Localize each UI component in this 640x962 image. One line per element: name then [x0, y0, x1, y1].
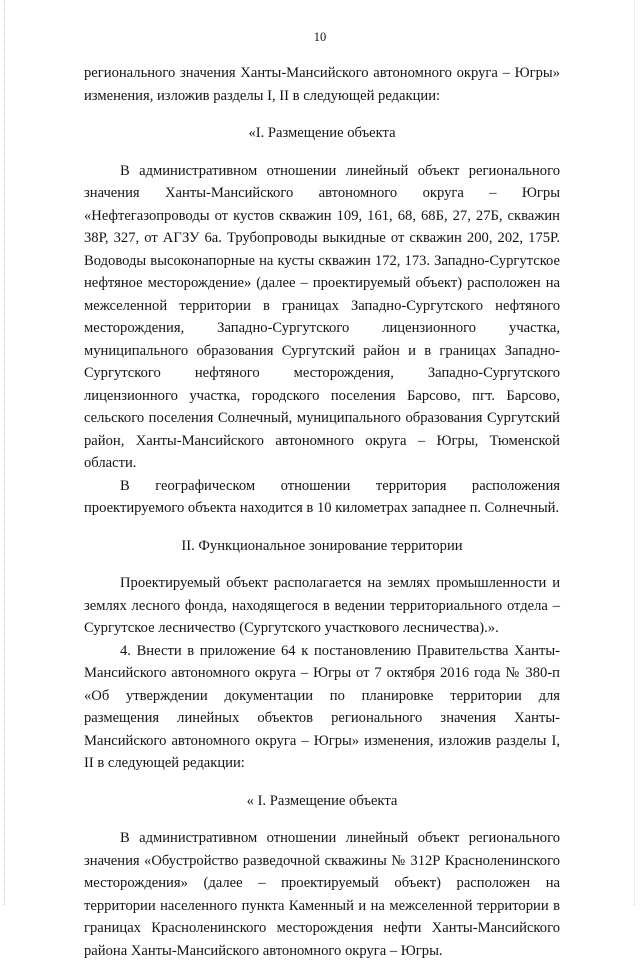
- scan-edge-left: [4, 0, 5, 905]
- section-heading-placement-2: « I. Размещение объекта: [246, 792, 398, 809]
- section-heading-zoning: II. Функциональное зонирование территории: [181, 537, 463, 554]
- paragraph-zoning: Проектируемый объект располагается на землях промышленности и землях лесного фонда, находящегося в ведении территориального отдела – Сургутское лесничество (Сургутского участкового лесничества).».: [84, 575, 560, 636]
- paragraph-geography: В географическом отношении территория расположения проектируемого объекта находится в 10 километрах западнее п. Солнечный.: [84, 477, 560, 516]
- page-number: 10: [313, 30, 327, 44]
- paragraph-location-2: В административном отношении линейный объект регионального значения «Обустройство разведочной скважины № 312Р Красноленинского месторождения» (далее – проектируемый объект) расположен на территории населенного пункта Каменный и на межселенной территории в границах Красноленинского месторождения нефти Ханты-Мансийского района Ханты-Мансийского автономного округа – Югры.: [84, 830, 560, 959]
- paragraph-amendment: 4. Внести в приложение 64 к постановлению Правительства Ханты-Мансийского автономного округа – Югры от 7 октября 2016 года № 380-п «Об утверждении документации по планировке территории для размещения линейных объектов регионального значения Ханты-Мансийского автономного округа – Югры» изменения, изложив разделы I, II в следующей редакции:: [84, 642, 560, 771]
- document-body: [84, 62, 560, 962]
- intro-paragraph: регионального значения Ханты-Мансийского автономного округа – Югры» изменения, изложив разделы I, II в следующей редакции:: [84, 65, 560, 104]
- scan-edge-right: [634, 0, 635, 905]
- section-heading-placement: «I. Размещение объекта: [248, 125, 396, 141]
- paragraph-location: В административном отношении линейный объект регионального значения Ханты-Мансийского автономного округа – Югры «Нефтегазопроводы от кустов скважин 109, 161, 68, 68Б, 27, 27Б, скважин 38Р, 327, от АГЗУ 6а. Трубопроводы выкидные от скважин 200, 202, 175Р. Водоводы высоконапорные на кусты скважин 172, 173. Западно-Сургутское нефтяное месторождение» (далее – проектируемый объект) расположен на межселенной территории в границах Западно-Сургутского нефтяного месторождения, Западно-Сургутского лицензионного участка, муниципального образования Сургутский район и в границах Западно-Сургутского нефтяного месторождения, Западно-Сургутского лицензионного участка, городского поселения Барсово, пгт. Барсово, сельского поселения Солнечный, муниципального образования Сургутский район, Ханты-Мансийского автономного округа – Югры, Тюменской области.: [84, 162, 560, 471]
